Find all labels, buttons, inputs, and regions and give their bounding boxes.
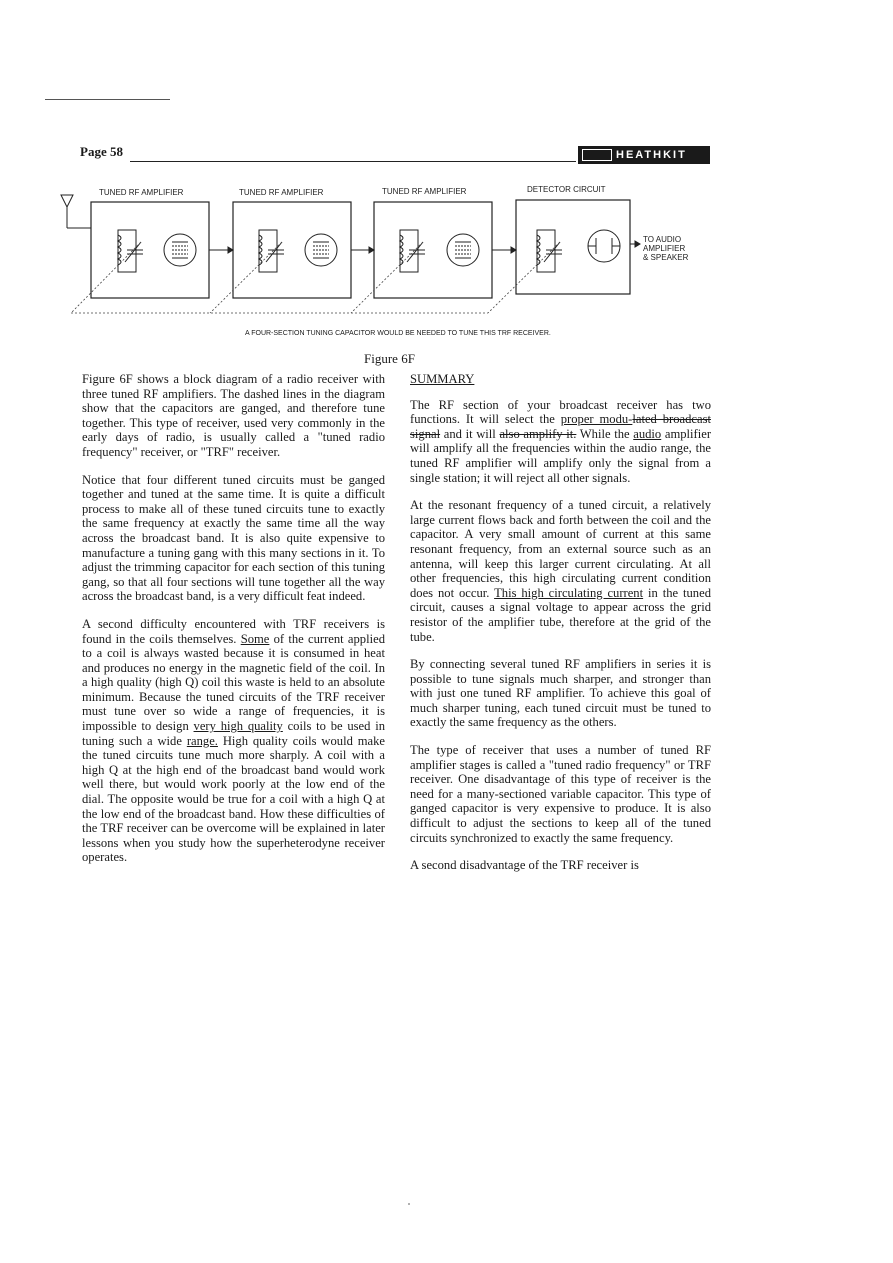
brand-name: HEATHKIT [616, 149, 687, 161]
underlined-text: Some [240, 631, 270, 646]
stage-label-4: DETECTOR CIRCUIT [527, 185, 606, 194]
tuned-coil-icon-1 [118, 230, 143, 272]
rf-stage-box-2 [233, 202, 351, 298]
tuned-coil-icon-4 [537, 230, 562, 272]
text-run: A second difficulty encountered with TRF receivers is found in the coils themselves. [82, 616, 385, 646]
underlined-text: range. [186, 733, 218, 748]
rf-stage-box-3 [374, 202, 492, 298]
rf-stage-box-1 [91, 202, 209, 298]
page-header [80, 139, 710, 165]
summary-heading: SUMMARY [410, 372, 475, 386]
right-paragraph-1 [410, 398, 711, 486]
text-run: amplifier will amplify all the frequencies within the audio range, the tuned RF amplifier will amplify only the signal from a single station; it will reject all other signals. [410, 426, 712, 485]
page-number: Page 58 [80, 144, 123, 159]
text-run: While the [576, 426, 634, 441]
right-column [410, 372, 711, 886]
tuned-coil-icon-3 [400, 230, 425, 272]
stage-label-1: TUNED RF AMPLIFIER [99, 188, 184, 197]
underlined-text: very high quality [193, 719, 283, 734]
struck-text: also amplify it. [499, 426, 577, 441]
text-run: At the resonant frequency of a tuned circuit, a relatively large current flows back and forth between the coil and the capacitor. A very small amount of current at this same resonant frequency, from an external source such as an antenna, will keep this larger current circulating. At all other frequencies, this high circulating current condition does not occur. [410, 498, 711, 600]
text-run: The RF section of your broadcast receiver has two functions. It will select the [410, 397, 711, 427]
left-paragraph-1: Figure 6F shows a block diagram of a radio receiver with three tuned RF amplifiers. The dashed lines in the diagram show that the capacitors are ganged, and therefore tune together. This type of receiver, used very commonly in the early days of radio, is usually called a "tuned radio frequency" receiver, or "TRF" receiver. [82, 372, 385, 459]
left-column [82, 372, 385, 878]
gang-dashed-lines [71, 242, 560, 313]
stage-label-2: TUNED RF AMPLIFIER [239, 188, 324, 197]
figure-note: A FOUR-SECTION TUNING CAPACITOR WOULD BE NEEDED TO TUNE THIS TRF RECEIVER. [245, 330, 551, 337]
right-paragraph-4: The type of receiver that uses a number of tuned RF amplifier stages is called a "tuned radio frequency" or TRF receiver. One disadvantage of this type of receiver is the need for a many-sectioned variable capacitor. This type of ganged capacitor is very expensive to produce. It is also difficult to adjust the sections to keep all of the tuned circuits synchronized to exactly the same frequency. [410, 743, 711, 845]
right-paragraph-5: A second disadvantage of the TRF receiver is [410, 858, 639, 873]
text-run: of the current applied to a coil is always wasted because it is consumed in heat and produces no energy in the magnetic field of the coil. In a high quality (high Q) coil this waste is held to an absolute minimum. Because the tuned circuits of the TRF receiver must tune over so wide a range of frequencies, it is impossible to design [82, 631, 385, 734]
brand-logo [578, 146, 710, 164]
text-run: and it will [440, 426, 500, 441]
right-paragraph-3: By connecting several tuned RF amplifiers in series it is possible to tune signals much sharper, and stronger than with just one tuned RF amplifier. To achieve this goal of much sharper tuning, each tuned circuit must be tuned to exactly the same frequency as the others. [410, 657, 711, 730]
underlined-text: This high circulating current [494, 585, 644, 600]
text-run: High quality coils would make the tuned circuits tune much more sharply. A coil with a high Q at the high end of the broadcast band would work well there, but would work poorly at the low end of the dial. The opposite would be true for a coil with a high Q at the low end of the broadcast band. How these difficulties of the TRF receiver can be overcome will be explained in later lessons when you study how the superheterodyne receiver operates. [82, 733, 386, 865]
text-run: coils to be used in tuning such a wide [82, 719, 385, 748]
output-label-line-3: & SPEAKER [643, 253, 689, 262]
header-rule [130, 161, 576, 162]
scan-top-rule [45, 99, 170, 100]
antenna-icon [61, 195, 91, 228]
atom-icon [582, 149, 612, 161]
underlined-text: proper modu- [560, 412, 633, 427]
trf-block-diagram [55, 180, 715, 330]
stage-label-3: TUNED RF AMPLIFIER [382, 187, 467, 196]
output-label-line-1: TO AUDIO [643, 235, 682, 244]
output-label-line-2: AMPLIFIER [643, 244, 686, 253]
left-paragraph-2: Notice that four different tuned circuits must be ganged together and tuned at the same time. It is quite a difficult process to make all of these tuned circuits tune to exactly the same frequency at exactly the same time all the way across the broadcast band. It is also quite expensive to manufacture a tuning gang with this many sections in it. To adjust the trimming capacitor for each section of this tuning gang, so that all four sections will tune together all the way across the broadcast band, is a very difficult feat indeed. [82, 472, 385, 604]
text-run: in the tuned circuit, causes a signal voltage to appear across the grid resistor of the amplifier tube, therefore at the grid of the tube. [410, 585, 711, 644]
detector-stage-box [516, 200, 630, 294]
vacuum-tube-icon-3 [447, 234, 479, 266]
right-paragraph-2 [410, 498, 711, 644]
detector-diode-icon [588, 230, 620, 262]
struck-text: lated broadcast signal [410, 412, 711, 441]
figure-label: Figure 6F [364, 351, 415, 366]
left-paragraph-3 [82, 617, 385, 865]
scan-speck [408, 1203, 410, 1205]
tuned-coil-icon-2 [259, 230, 284, 272]
vacuum-tube-icon-1 [164, 234, 196, 266]
vacuum-tube-icon-2 [305, 234, 337, 266]
underlined-text: audio [633, 426, 662, 441]
